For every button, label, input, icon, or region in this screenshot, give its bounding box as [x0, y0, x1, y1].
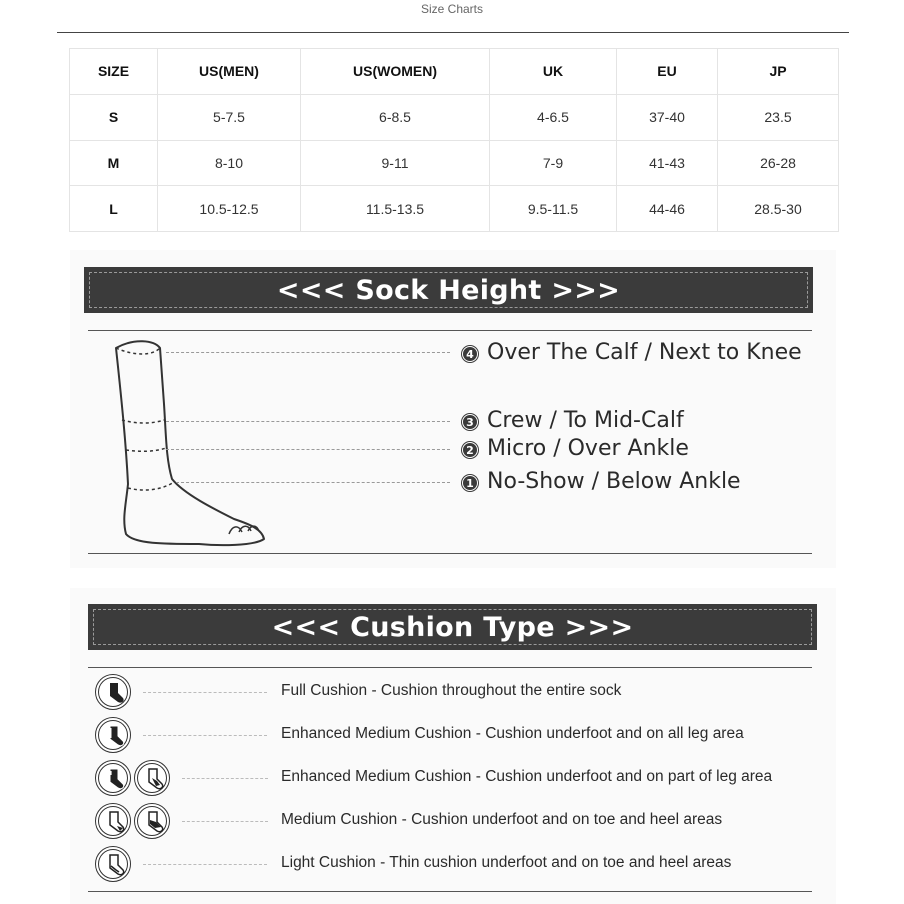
table-cell: 6-8.5	[301, 94, 490, 140]
level-3-badge-icon: 3	[461, 413, 479, 431]
table-header-row	[70, 49, 839, 95]
leg-foot-illustration-icon	[104, 334, 274, 554]
cushion-label-medium: Medium Cushion - Cushion underfoot and on toe and heel areas	[281, 811, 723, 828]
header-eu: EU	[617, 49, 718, 95]
size-chart-table	[69, 48, 839, 232]
header-us-women: US(WOMEN)	[301, 49, 490, 95]
height-leader-line	[176, 482, 450, 483]
enhanced-medium-cushion-sock-icon	[134, 760, 170, 796]
table-cell: 44-46	[617, 186, 718, 232]
header-uk: UK	[490, 49, 617, 95]
table-cell: 9-11	[301, 140, 490, 186]
cushion-label-enhanced-all-leg: Enhanced Medium Cushion - Cushion underfoot and on all leg area	[281, 725, 744, 742]
enhanced-medium-cushion-sock-icon	[95, 717, 131, 753]
cushion-label-light: Light Cushion - Thin cushion underfoot and on toe and heel areas	[281, 854, 732, 871]
table-row	[70, 94, 839, 140]
table-cell: 4-6.5	[490, 94, 617, 140]
light-cushion-sock-icon	[95, 846, 131, 882]
section-divider	[88, 330, 812, 331]
sock-height-banner	[84, 267, 813, 313]
table-cell: 28.5-30	[718, 186, 839, 232]
header-size: SIZE	[70, 49, 158, 95]
table-cell: 10.5-12.5	[158, 186, 301, 232]
table-cell: 8-10	[158, 140, 301, 186]
cushion-label-full: Full Cushion - Cushion throughout the entire sock	[281, 682, 622, 699]
level-1-badge-icon: 1	[461, 474, 479, 492]
medium-cushion-sock-icon	[95, 803, 131, 839]
cushion-leader-line	[182, 778, 268, 779]
level-4-badge-icon: 4	[461, 345, 479, 363]
table-cell: 7-9	[490, 140, 617, 186]
height-level-4-label: Over The Calf / Next to Knee	[487, 340, 802, 365]
table-cell: 23.5	[718, 94, 839, 140]
enhanced-medium-cushion-sock-icon	[95, 760, 131, 796]
header-us-men: US(MEN)	[158, 49, 301, 95]
table-cell: 37-40	[617, 94, 718, 140]
table-cell: 11.5-13.5	[301, 186, 490, 232]
page-title: Size Charts	[420, 2, 484, 16]
cushion-type-banner	[88, 604, 817, 650]
table-cell: 26-28	[718, 140, 839, 186]
cushion-label-enhanced-part-leg: Enhanced Medium Cushion - Cushion underfoot and on part of leg area	[281, 768, 773, 785]
level-2-badge-icon: 2	[461, 441, 479, 459]
size-cell: L	[70, 186, 158, 232]
cushion-leader-line	[143, 735, 267, 736]
height-level-1-label: No-Show / Below Ankle	[487, 469, 741, 494]
title-divider	[57, 32, 849, 33]
cushion-leader-line	[182, 821, 268, 822]
height-leader-line	[166, 449, 450, 450]
height-level-3-label: Crew / To Mid-Calf	[487, 408, 684, 433]
height-level-2-label: Micro / Over Ankle	[487, 436, 689, 461]
size-cell: M	[70, 140, 158, 186]
height-leader-line	[166, 421, 450, 422]
header-jp: JP	[718, 49, 839, 95]
height-leader-line	[166, 352, 450, 353]
table-cell: 41-43	[617, 140, 718, 186]
table-cell: 9.5-11.5	[490, 186, 617, 232]
section-divider	[88, 667, 812, 668]
cushion-type-heading: <<< Cushion Type >>>	[271, 611, 634, 643]
table-row	[70, 186, 839, 232]
full-cushion-sock-icon	[95, 674, 131, 710]
cushion-leader-line	[143, 692, 267, 693]
section-divider	[88, 891, 812, 892]
size-cell: S	[70, 94, 158, 140]
cushion-leader-line	[143, 864, 267, 865]
table-row	[70, 140, 839, 186]
sock-height-heading: <<< Sock Height >>>	[276, 274, 621, 306]
table-cell: 5-7.5	[158, 94, 301, 140]
medium-cushion-sock-icon	[134, 803, 170, 839]
